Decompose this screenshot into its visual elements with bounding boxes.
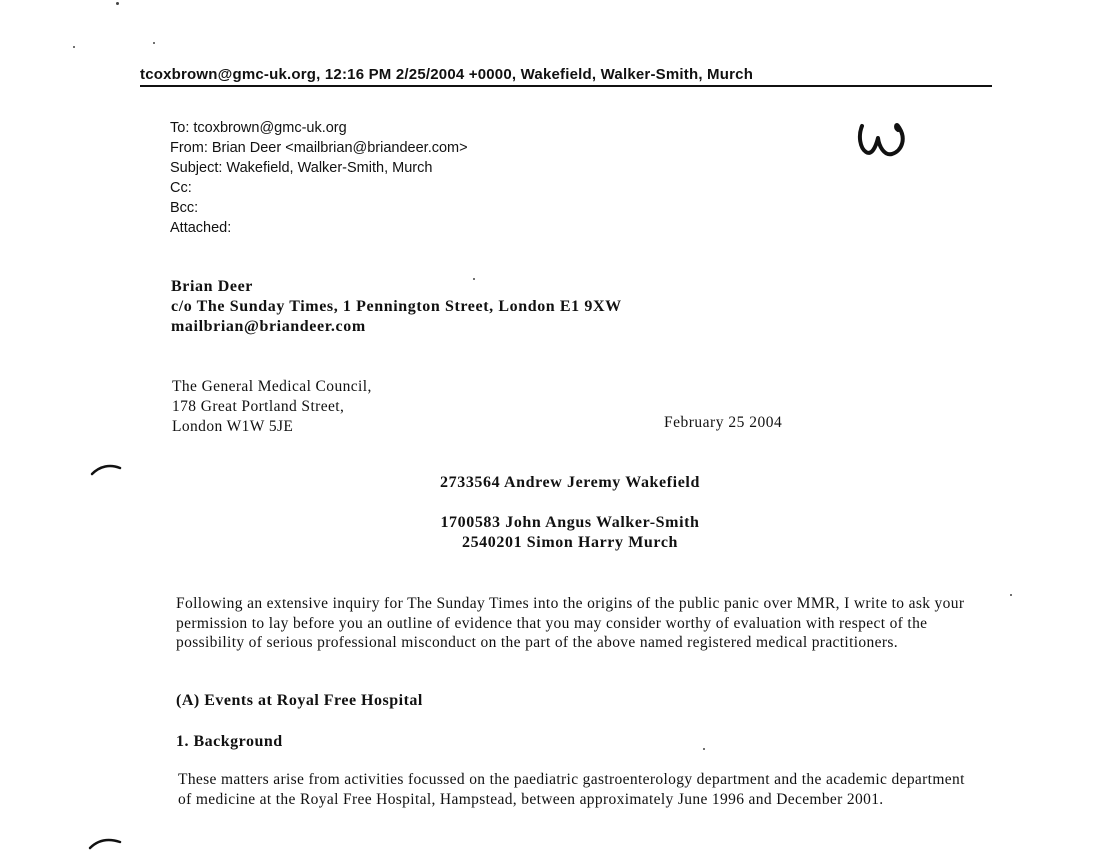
email-subject: Subject: Wakefield, Walker-Smith, Murch: [170, 160, 433, 176]
background-paragraph: These matters arise from activities focussed on the paediatric gastroenterology department and the academic department of medicine at the Royal Free Hospital, Hampstead, between approximately June 1996 and December 2001.: [178, 771, 965, 808]
email-header-line: tcoxbrown@gmc-uk.org, 12:16 PM 2/25/2004 +0000, Wakefield, Walker-Smith, Murch: [140, 66, 992, 87]
scan-speck: [73, 46, 75, 48]
scan-speck: [703, 748, 705, 750]
handwritten-w-mark: [852, 112, 912, 162]
letter-date: February 25 2004: [664, 414, 783, 431]
email-fields: [170, 118, 468, 238]
sender-block: [171, 277, 622, 337]
subsection-heading: 1. Background: [176, 733, 283, 750]
registrant-2: 1700583 John Angus Walker-Smith: [440, 514, 700, 531]
scan-mark-2: [88, 832, 128, 852]
recipient-line-1: The General Medical Council,: [172, 378, 372, 395]
intro-paragraph: Following an extensive inquiry for The Sunday Times into the origins of the public panic over MMR, I write to ask your permission to lay before you an outline of evidence that you may consider worthy of evaluation with respect of the possibility of serious professional misconduct on the part of the above named registered medical practitioners.: [176, 595, 965, 651]
recipient-line-2: 178 Great Portland Street,: [172, 398, 345, 415]
recipient-block: [172, 377, 372, 437]
registrant-1: 2733564 Andrew Jeremy Wakefield: [440, 474, 700, 491]
recipient-line-3: London W1W 5JE: [172, 418, 294, 435]
section-heading: (A) Events at Royal Free Hospital: [176, 692, 423, 709]
email-bcc: Bcc:: [170, 200, 199, 216]
email-from: From: Brian Deer <mailbrian@briandeer.com>: [170, 140, 468, 156]
scan-speck: [1010, 594, 1012, 596]
sender-address: c/o The Sunday Times, 1 Pennington Street, London E1 9XW: [171, 298, 622, 315]
email-cc: Cc:: [170, 180, 192, 196]
sender-email: mailbrian@briandeer.com: [171, 318, 366, 335]
scan-speck: [153, 42, 155, 44]
scan-speck: [473, 278, 475, 280]
email-attached: Attached:: [170, 220, 232, 236]
sender-name: Brian Deer: [171, 278, 253, 295]
registrant-group: [0, 513, 1100, 553]
registrant-3: 2540201 Simon Harry Murch: [461, 534, 679, 551]
scan-mark-1: [90, 460, 130, 480]
scan-speck: [116, 2, 119, 5]
email-to: To: tcoxbrown@gmc-uk.org: [170, 120, 347, 136]
